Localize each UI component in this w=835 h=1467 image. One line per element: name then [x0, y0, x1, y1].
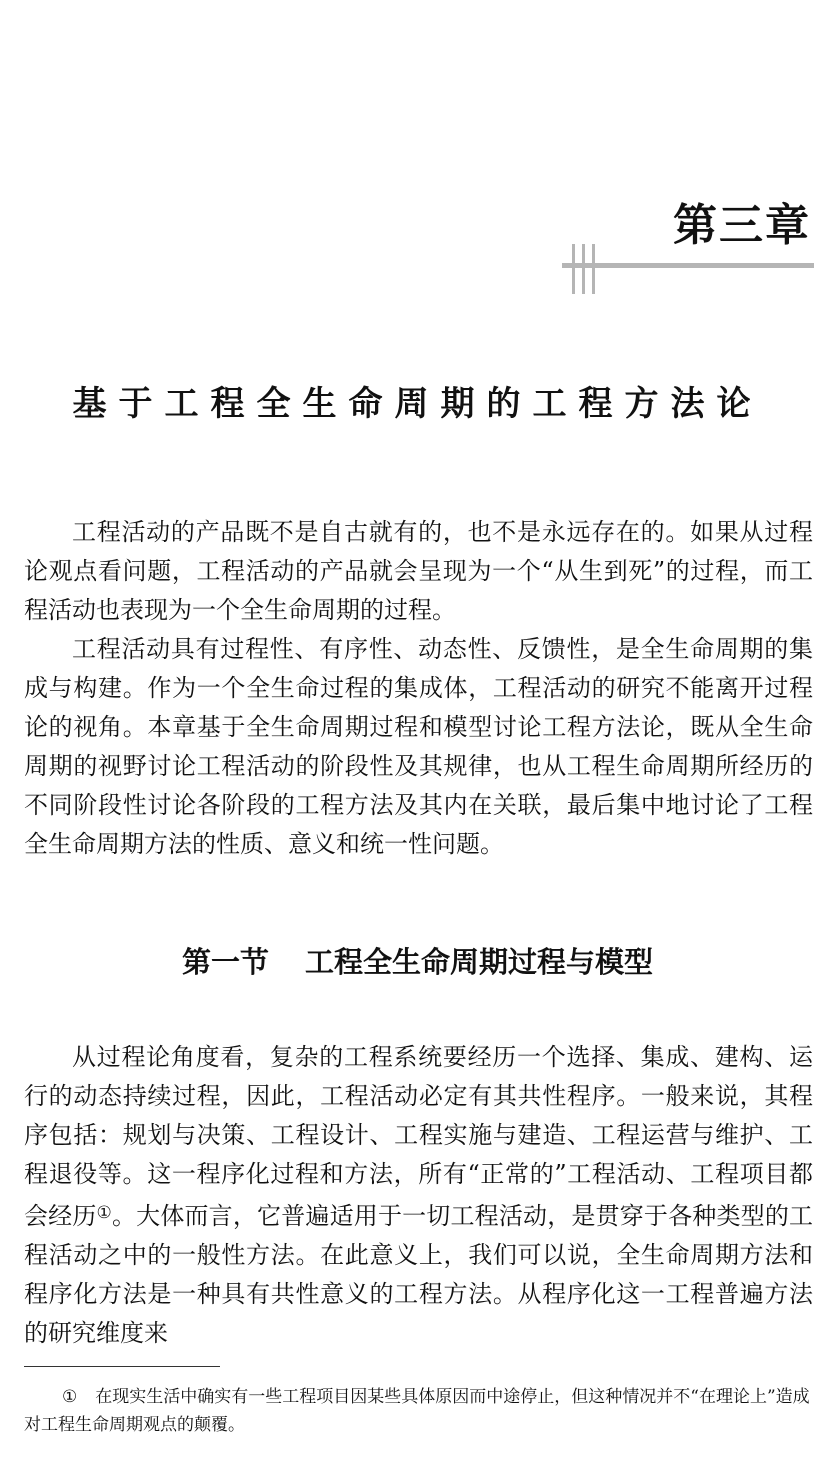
- footnote: [24, 1383, 813, 1439]
- chapter-decoration: [562, 236, 814, 298]
- intro-paragraph: 工程活动具有过程性、有序性、动态性、反馈性，是全生命周期的集成与构建。作为一个全生命过程的集成体，工程活动的研究不能离开过程论的视角。本章基于全生命周期过程和模型讨论工程方法论，既从全生命周期的视野讨论工程活动的阶段性及其规律，也从工程生命周期所经历的不同阶段性讨论各阶段的工程方法及其内在关联，最后集中地讨论了工程全生命周期方法的性质、意义和统一性问题。: [24, 635, 813, 858]
- intro-paragraph: 工程活动的产品既不是自古就有的，也不是永远存在的。如果从过程论观点看问题，工程活动的产品就会呈现为一个“从生到死”的过程，而工程活动也表现为一个全生命周期的过程。: [24, 518, 813, 624]
- chapter-label: 第三章: [673, 200, 811, 251]
- section-title: [0, 945, 835, 980]
- section-text-part: 从过程论角度看，复杂的工程系统要经历一个选择、集成、建构、运行的动态持续过程，因此，工程活动必定有其共性程序。一般来说，其程序包括：规划与决策、工程设计、工程实施与建造、工程运营与维护、工程退役等。这一程序化过程和方法，所有“正常的”工程活动、工程项目都会经历: [24, 1043, 813, 1230]
- intro-text: [24, 513, 813, 864]
- chapter-title: 基于工程全生命周期的工程方法论: [72, 384, 763, 424]
- section-text-part: 。大体而言，它普遍适用于一切工程活动，是贯穿于各种类型的工程活动之中的一般性方法。在此意义上，我们可以说，全生命周期方法和程序化方法是一种具有共性意义的工程方法。从程序化这一工程普遍方法的研究维度来: [24, 1202, 813, 1347]
- section-paragraph: [24, 1038, 813, 1353]
- section-number: 第一节: [181, 945, 269, 979]
- footnote-number: ①: [62, 1387, 78, 1407]
- footnote-divider: [24, 1366, 220, 1367]
- section-text: [24, 1038, 813, 1353]
- footnote-text: 在现实生活中确实有一些工程项目因某些具体原因而中途停止，但这种情况并不“在理论上”造成对工程生命周期观点的颠覆。: [24, 1387, 810, 1435]
- footnote-reference[interactable]: ①: [96, 1203, 112, 1223]
- section-heading: 工程全生命周期过程与模型: [305, 945, 654, 979]
